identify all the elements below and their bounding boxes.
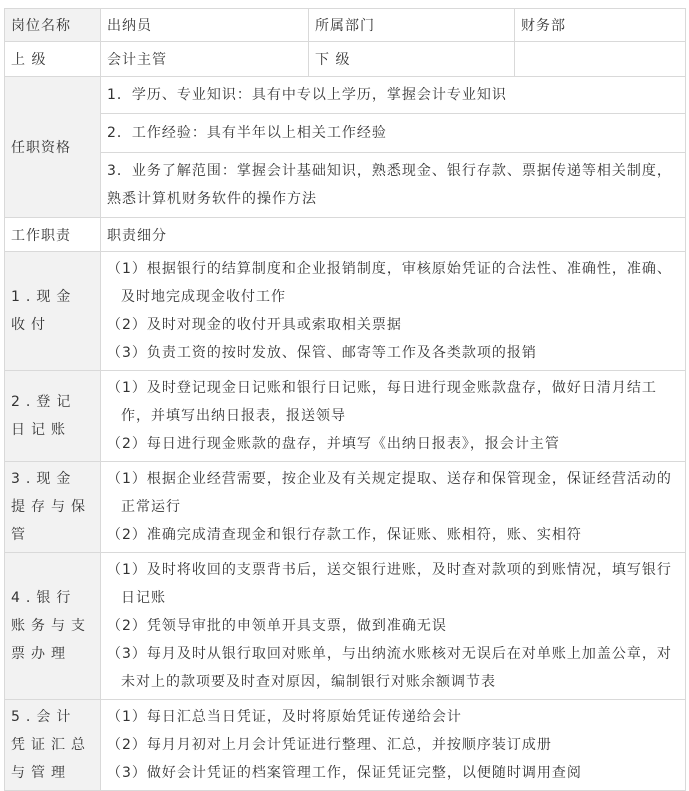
qualification-row <box>5 153 686 218</box>
duty-item: （2）准确完成清查现金和银行存款工作，保证账、账相符，账、实相符 <box>107 527 582 543</box>
duties-header-row <box>5 218 686 252</box>
qualification-row <box>5 77 686 114</box>
duty-row <box>5 252 686 371</box>
qualification-row <box>5 114 686 153</box>
duty-items <box>101 700 686 791</box>
dept-value: 财务部 <box>515 9 686 42</box>
qualification-item: 3．业务了解范围：掌握会计基础知识，熟悉现金、银行存款、票据传递等相关制度，熟悉计算机财务软件的操作方法 <box>101 153 686 218</box>
dept-label: 所属部门 <box>309 9 515 42</box>
duty-item: （2）凭领导审批的申领单开具支票，做到准确无误 <box>107 618 447 634</box>
duty-row <box>5 371 686 462</box>
duty-category: 3.现金提存与保管 <box>5 462 101 553</box>
position-label: 岗位名称 <box>5 9 101 42</box>
duty-item: （1）每日汇总当日凭证，及时将原始凭证传递给会计 <box>107 709 462 725</box>
duty-item: （1）根据银行的结算制度和企业报销制度，审核原始凭证的合法性、准确性，准确、及时地完成现金收付工作 <box>107 261 672 305</box>
duties-label: 工作职责 <box>5 218 101 252</box>
duty-row <box>5 700 686 791</box>
qualification-item: 2．工作经验：具有半年以上相关工作经验 <box>101 114 686 153</box>
position-value: 出纳员 <box>101 9 309 42</box>
duty-item: （2）每日进行现金账款的盘存，并填写《出纳日报表》，报会计主管 <box>107 436 560 452</box>
job-description-table <box>4 8 686 791</box>
duty-category: 1.现金收付 <box>5 252 101 371</box>
duty-category: 4.银行账务与支票办理 <box>5 553 101 700</box>
duty-items <box>101 553 686 700</box>
duty-row <box>5 462 686 553</box>
subordinate-label: 下 级 <box>309 42 515 77</box>
duty-items <box>101 462 686 553</box>
subordinate-value <box>515 42 686 77</box>
duty-item: （1）根据企业经营需要，按企业及有关规定提取、送存和保管现金，保证经营活动的正常运行 <box>107 471 672 515</box>
duty-item: （2）每月月初对上月会计凭证进行整理、汇总，并按顺序装订成册 <box>107 737 552 753</box>
qualifications-label: 任职资格 <box>5 77 101 218</box>
duty-item: （2）及时对现金的收付开具或索取相关票据 <box>107 317 402 333</box>
duty-items <box>101 371 686 462</box>
duty-item: （3）每月及时从银行取回对账单，与出纳流水账核对无误后在对单账上加盖公章，对未对上的款项要及时查对原因，编制银行对账余额调节表 <box>107 646 672 690</box>
duty-category: 2.登记日记账 <box>5 371 101 462</box>
duty-item: （1）及时将收回的支票背书后，送交银行进账，及时查对款项的到账情况，填写银行日记账 <box>107 562 672 606</box>
duty-row <box>5 553 686 700</box>
duty-items <box>101 252 686 371</box>
header-row-superior <box>5 42 686 77</box>
superior-value: 会计主管 <box>101 42 309 77</box>
duty-item: （1）及时登记现金日记账和银行日记账，每日进行现金账款盘存，做好日清月结工作，并填写出纳日报表，报送领导 <box>107 380 657 424</box>
duty-item: （3）做好会计凭证的档案管理工作，保证凭证完整，以便随时调用查阅 <box>107 765 582 781</box>
superior-label: 上 级 <box>5 42 101 77</box>
header-row-position <box>5 9 686 42</box>
duty-item: （3）负责工资的按时发放、保管、邮寄等工作及各类款项的报销 <box>107 345 537 361</box>
qualification-item: 1．学历、专业知识：具有中专以上学历，掌握会计专业知识 <box>101 77 686 114</box>
duties-subheader: 职责细分 <box>101 218 686 252</box>
duty-category: 5.会计凭证汇总与管理 <box>5 700 101 791</box>
